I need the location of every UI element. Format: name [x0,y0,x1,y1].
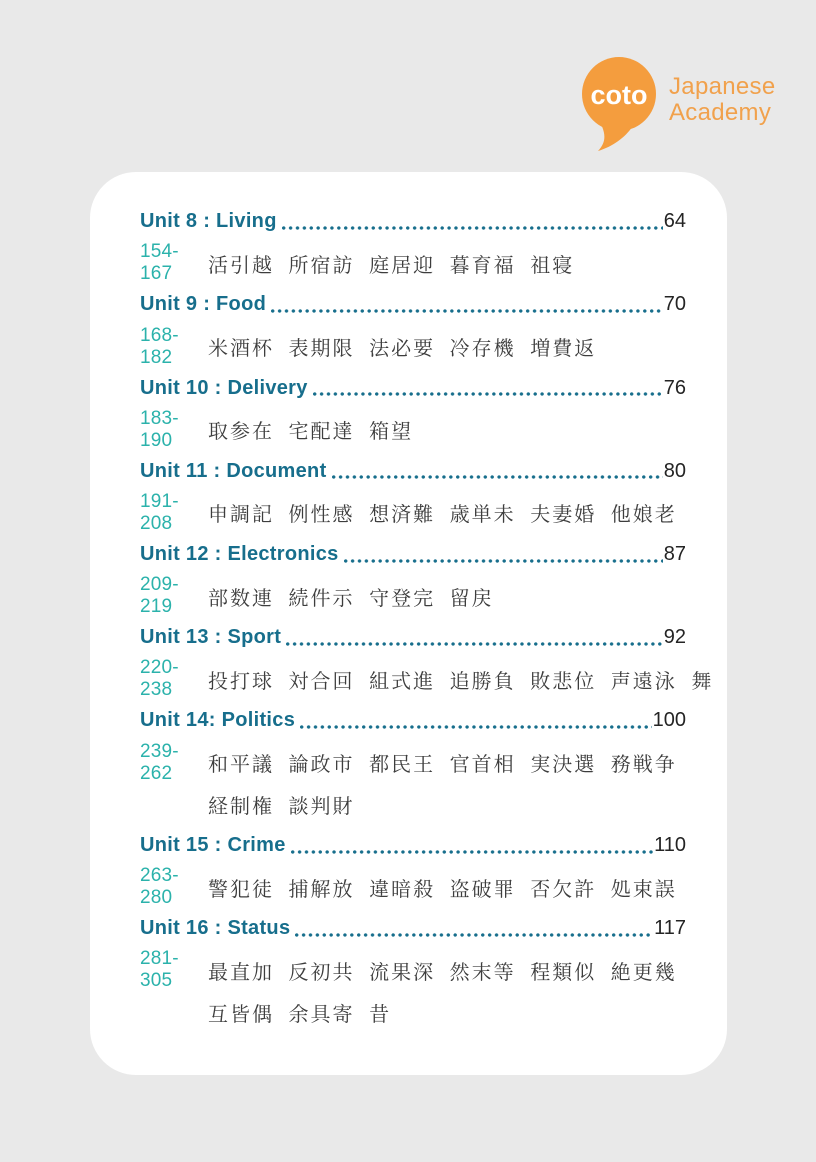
coto-logo [582,57,776,155]
dot-leader [271,309,663,313]
toc-unit-heading-row [140,367,686,409]
unit-title: Unit 10 : Delivery [140,376,308,399]
toc-unit-heading-row [140,617,686,659]
page-number: 76 [663,376,686,399]
unit-title: Unit 9 : Food [140,293,267,316]
coto-logo-text: coto [590,80,648,110]
kanji-list: 部数連 続件示 守登完 留戻 [208,587,494,610]
dot-leader [313,392,663,396]
dot-leader [295,933,653,937]
page-number: 64 [663,210,686,233]
page-number: 70 [663,293,686,316]
toc-kanji-row [140,492,686,534]
toc-kanji-row [140,742,686,784]
kanji-list: 投打球 対合回 組式進 追勝負 敗悲位 声遠泳 舞 [208,670,714,693]
toc-unit-heading-row [140,201,686,243]
unit-title: Unit 13 : Sport [140,626,282,649]
toc-kanji-row [140,867,686,909]
kanji-list: 活引越 所宿訪 庭居迎 暮育福 祖寝 [208,254,575,277]
unit-title: Unit 8 : Living [140,210,277,233]
page-number: 110 [654,834,686,857]
table-of-contents [90,172,727,1033]
dot-leader [282,226,663,230]
kanji-number-range: 263-280 [140,865,179,909]
toc-kanji-row [140,783,686,825]
toc-unit-heading-row [140,825,686,867]
toc-kanji-row [140,326,686,368]
toc-unit-heading-row [140,700,686,742]
dot-leader [291,850,653,854]
kanji-number-range: 183-190 [140,407,179,451]
speech-bubble-tail-icon [598,118,637,151]
page-number: 92 [663,626,686,649]
dot-leader [344,559,663,563]
kanji-number-range: 168-182 [140,324,179,368]
kanji-list: 取参在 宅配達 箱望 [208,421,414,444]
content-card [90,172,727,1075]
kanji-list: 互皆偶 余具寄 昔 [208,1003,392,1026]
page-number: 87 [663,543,686,566]
toc-unit-heading-row [140,534,686,576]
kanji-list: 警犯徒 捕解放 違暗殺 盗破罪 否欠許 処束誤 [208,878,677,901]
kanji-number-range: 209-219 [140,574,179,618]
kanji-list: 米酒杯 表期限 法必要 冷存機 増費返 [208,338,597,361]
toc-kanji-row [140,950,686,992]
kanji-list: 和平議 論政市 都民王 官首相 実決選 務戦争 [208,754,677,777]
toc-kanji-row [140,657,714,701]
kanji-list: 最直加 反初共 流果深 然末等 程類似 絶更幾 [208,961,677,984]
kanji-number-range: 239-262 [140,740,179,784]
toc-kanji-row [140,409,686,451]
kanji-number-range: 220-238 [140,657,179,701]
unit-title: Unit 11 : Document [140,459,327,482]
toc-unit-heading-row [140,908,686,950]
brand-name [669,57,776,126]
kanji-list: 経制権 談判財 [208,795,355,818]
dot-leader [300,725,651,729]
coto-logo-bubble [582,57,660,155]
brand-name-line1: Japanese [669,73,776,100]
unit-title: Unit 16 : Status [140,917,291,940]
dot-leader [332,475,663,479]
page-number: 100 [652,709,686,732]
kanji-list: 申調記 例性感 想済難 歳単未 夫妻婚 他娘老 [208,504,677,527]
kanji-number-range: 154-167 [140,241,179,285]
unit-title: Unit 14: Politics [140,709,296,732]
page-number: 117 [654,917,686,940]
unit-title: Unit 12 : Electronics [140,543,339,566]
toc-unit-heading-row [140,284,686,326]
dot-leader [286,642,663,646]
kanji-number-range: 191-208 [140,490,179,534]
kanji-number-range: 281-305 [140,948,179,992]
toc-kanji-row [140,991,686,1033]
toc-kanji-row [140,575,686,617]
brand-name-line2: Academy [669,99,772,126]
toc-unit-heading-row [140,451,686,493]
toc-kanji-row [140,243,686,285]
page-number: 80 [663,459,686,482]
unit-title: Unit 15 : Crime [140,834,286,857]
